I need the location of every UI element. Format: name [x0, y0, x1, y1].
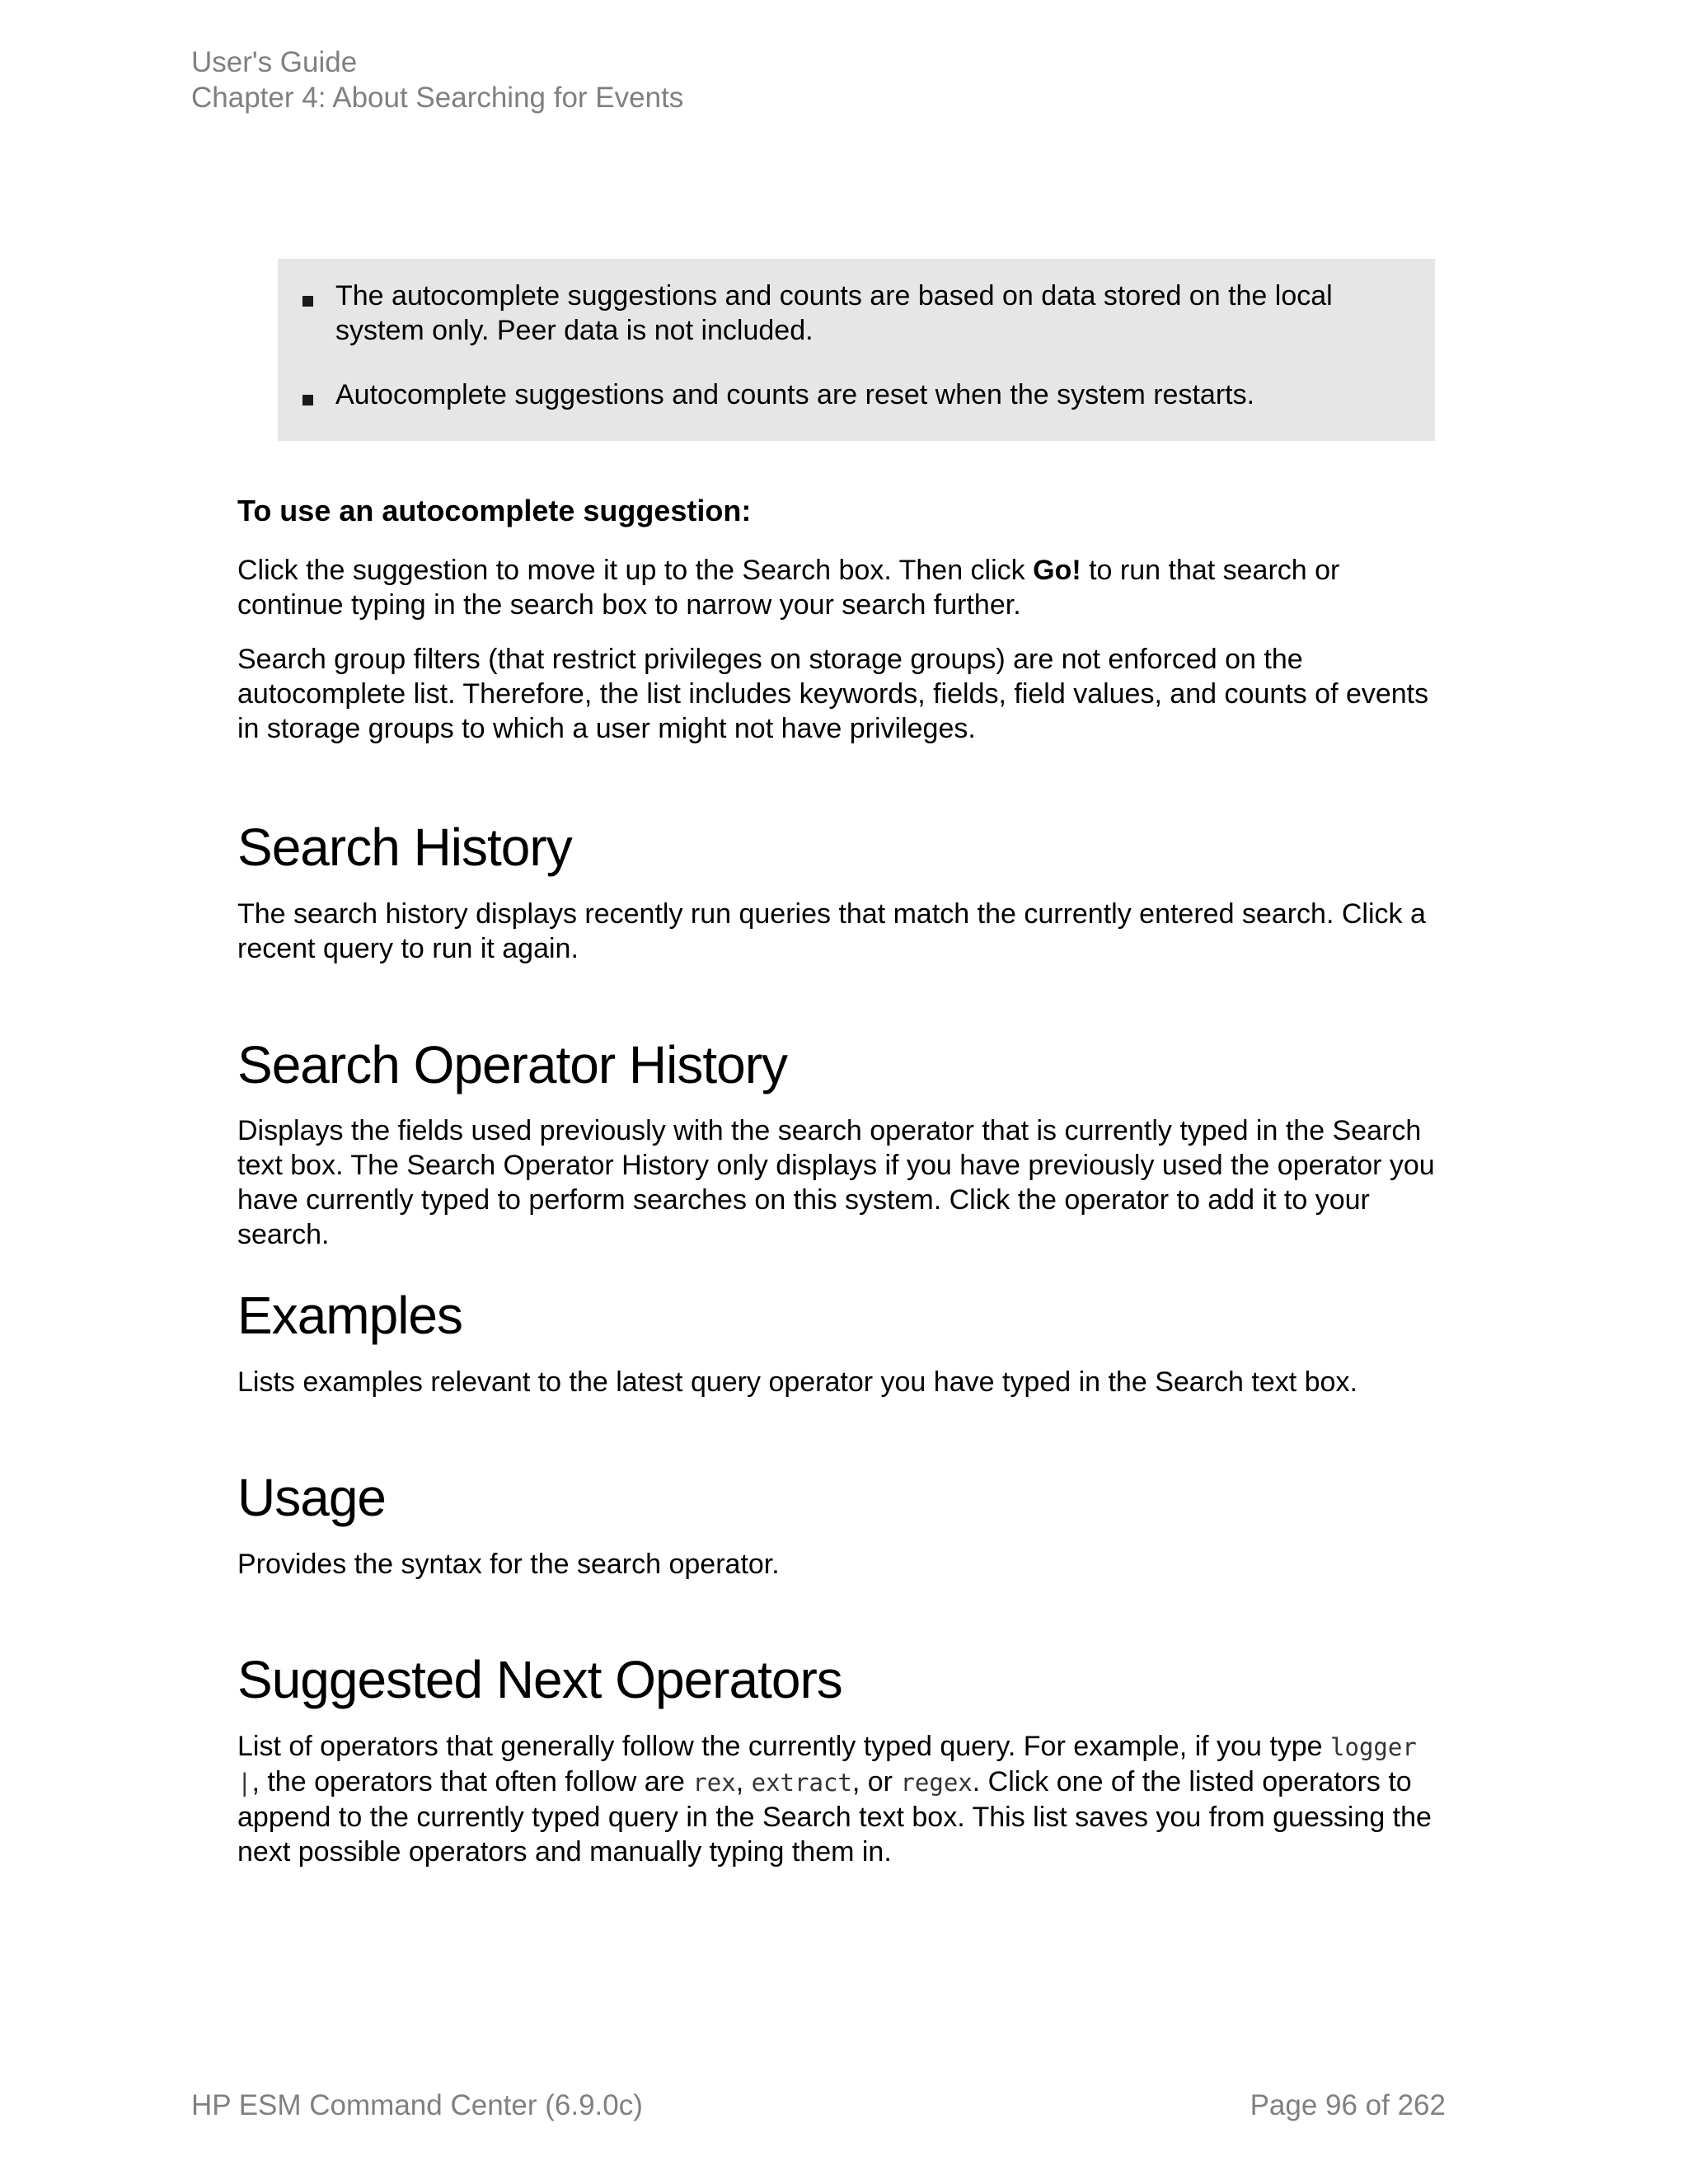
section-body: Provides the syntax for the search operator.: [237, 1549, 780, 1580]
section-heading: Examples: [237, 1286, 462, 1345]
chapter-title: Chapter 4: About Searching for Events: [191, 82, 684, 114]
code-rex: rex: [692, 1769, 736, 1797]
square-bullet-icon: [302, 395, 313, 405]
footer-page-number: Page 96 of 262: [1250, 2089, 1446, 2121]
autocomplete-paragraph-1: [237, 553, 1449, 622]
footer-product: HP ESM Command Center (6.9.0c): [191, 2089, 643, 2121]
running-header: [191, 45, 683, 115]
section-heading: Usage: [237, 1468, 386, 1527]
section-body: Lists examples relevant to the latest query operator you have typed in the Search text box.: [237, 1366, 1357, 1398]
section-body: Displays the fields used previously with the search operator that is currently typed in the Search text box. The Search Operator History only displays if you have previously used the operator you have currently typed to perform searches on this system. Click the operator to add it to your search.: [237, 1115, 1435, 1250]
section-search-history: [237, 816, 1449, 879]
guide-title: User's Guide: [191, 46, 358, 78]
autocomplete-paragraph-2: [237, 642, 1449, 746]
section-operator-history: [237, 1033, 1449, 1096]
note-item: The autocomplete suggestions and counts are based on data stored on the local system only. Peer data is not included.: [335, 280, 1333, 346]
go-label: Go!: [1033, 555, 1081, 586]
section-heading: Search History: [237, 818, 572, 877]
p1-text-end: to run that search or continue typing in the search box to narrow your search further.: [237, 555, 1340, 621]
section-heading: Search Operator History: [237, 1035, 788, 1094]
section-body: The search history displays recently run queries that match the currently entered search. Click a recent query to run it again.: [237, 898, 1426, 964]
section-heading: Suggested Next Operators: [237, 1650, 842, 1709]
note-box: [278, 259, 1435, 441]
p2-text: Search group filters (that restrict privileges on storage groups) are not enforced on the autocomplete list. Therefore, the list includes keywords, fields, field values, and counts of events in storage groups to which a user might not have privileges.: [237, 644, 1429, 744]
section-usage: [237, 1466, 1449, 1529]
section-body: List of operators that generally follow the currently typed query. For example, if you type logger |, the operators that often follow are rex, extract, or regex. Click one of the listed operators to append to the currently typed query in the Search text box. This list saves you from guessing the next possible operators and manually typing them in.: [237, 1731, 1432, 1868]
autocomplete-procedure: [237, 493, 1449, 529]
section-next-operators: [237, 1648, 1449, 1711]
p1-text: Click the suggestion to move it up to the Search box. Then click: [237, 555, 1034, 586]
code-extract: extract: [751, 1769, 852, 1797]
code-regex: regex: [900, 1769, 973, 1797]
section-examples: [237, 1284, 1449, 1347]
square-bullet-icon: [302, 296, 313, 307]
procedure-title: To use an autocomplete suggestion:: [237, 494, 752, 527]
code-logger: logger |: [237, 1733, 1417, 1797]
note-item: Autocomplete suggestions and counts are reset when the system restarts.: [335, 379, 1255, 410]
